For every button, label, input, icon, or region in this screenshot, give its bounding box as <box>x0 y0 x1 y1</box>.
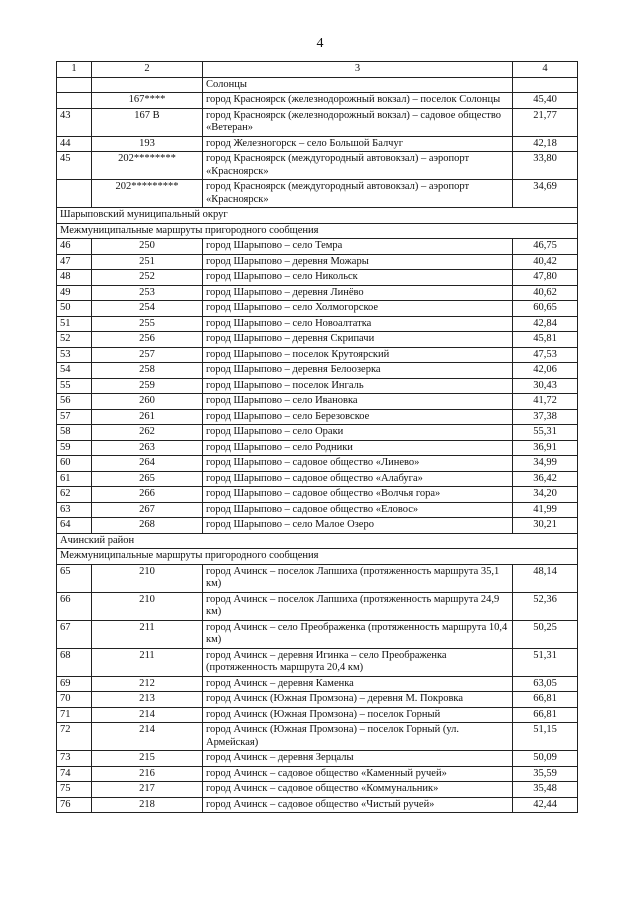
routes-table <box>56 61 578 813</box>
column-header-1: 1 <box>57 62 92 78</box>
table-row <box>57 378 578 394</box>
route-value: 63,05 <box>513 676 578 692</box>
route-value: 42,44 <box>513 797 578 813</box>
route-value: 37,38 <box>513 409 578 425</box>
table-row <box>57 592 578 620</box>
route-value: 30,21 <box>513 518 578 534</box>
row-number: 72 <box>57 723 92 751</box>
table-row <box>57 270 578 286</box>
route-number: 267 <box>92 502 203 518</box>
route-name: город Ачинск (Южная Промзона) – поселок Горный <box>203 707 513 723</box>
route-number: 210 <box>92 592 203 620</box>
table-row <box>57 676 578 692</box>
route-value: 21,77 <box>513 108 578 136</box>
table-row <box>57 564 578 592</box>
table-row <box>57 93 578 109</box>
route-name: город Ачинск – садовое общество «Каменный ручей» <box>203 766 513 782</box>
row-number: 69 <box>57 676 92 692</box>
route-name: город Железногорск – село Большой Балчуг <box>203 136 513 152</box>
row-number: 61 <box>57 471 92 487</box>
row-number: 68 <box>57 648 92 676</box>
routes-table-body <box>57 62 578 813</box>
route-value: 47,80 <box>513 270 578 286</box>
route-number: 255 <box>92 316 203 332</box>
route-number: 258 <box>92 363 203 379</box>
row-number <box>57 180 92 208</box>
route-name: город Шарыпово – село Новоалтатка <box>203 316 513 332</box>
route-number: 213 <box>92 692 203 708</box>
route-name: город Шарыпово – село Малое Озеро <box>203 518 513 534</box>
column-header-4: 4 <box>513 62 578 78</box>
row-number: 48 <box>57 270 92 286</box>
row-number: 75 <box>57 782 92 798</box>
route-value: 51,31 <box>513 648 578 676</box>
table-row <box>57 471 578 487</box>
table-row <box>57 332 578 348</box>
route-value: 40,62 <box>513 285 578 301</box>
route-number: 217 <box>92 782 203 798</box>
table-row <box>57 620 578 648</box>
table-row <box>57 394 578 410</box>
row-number: 70 <box>57 692 92 708</box>
table-header-row <box>57 62 578 78</box>
table-row <box>57 723 578 751</box>
row-number: 63 <box>57 502 92 518</box>
route-number: 167**** <box>92 93 203 109</box>
page-number: 4 <box>316 36 324 51</box>
row-number <box>57 77 92 93</box>
row-number: 56 <box>57 394 92 410</box>
route-name: город Шарыпово – деревня Белоозерка <box>203 363 513 379</box>
route-name: город Шарыпово – поселок Ингаль <box>203 378 513 394</box>
route-name: город Ачинск – поселок Лапшиха (протяженность маршрута 24,9 км) <box>203 592 513 620</box>
route-number <box>92 77 203 93</box>
table-row <box>57 692 578 708</box>
route-number: 259 <box>92 378 203 394</box>
route-number: 211 <box>92 648 203 676</box>
table-row <box>57 152 578 180</box>
route-name: город Шарыпово – село Ораки <box>203 425 513 441</box>
row-number: 73 <box>57 751 92 767</box>
route-number: 218 <box>92 797 203 813</box>
row-number: 53 <box>57 347 92 363</box>
route-value: 42,84 <box>513 316 578 332</box>
route-number: 167 В <box>92 108 203 136</box>
route-number: 193 <box>92 136 203 152</box>
route-number: 215 <box>92 751 203 767</box>
route-name: город Ачинск – садовое общество «Коммунальник» <box>203 782 513 798</box>
table-row <box>57 502 578 518</box>
row-number: 43 <box>57 108 92 136</box>
row-number: 67 <box>57 620 92 648</box>
row-number: 62 <box>57 487 92 503</box>
route-value: 66,81 <box>513 692 578 708</box>
table-row <box>57 363 578 379</box>
row-number: 58 <box>57 425 92 441</box>
row-number: 49 <box>57 285 92 301</box>
route-name: город Шарыпово – село Темра <box>203 239 513 255</box>
section-title: Межмуниципальные маршруты пригородного сообщения <box>57 223 578 239</box>
row-number: 66 <box>57 592 92 620</box>
route-value: 51,15 <box>513 723 578 751</box>
route-value: 42,06 <box>513 363 578 379</box>
route-name: город Ачинск – садовое общество «Чистый ручей» <box>203 797 513 813</box>
route-value: 66,81 <box>513 707 578 723</box>
section-title: Шарыповский муниципальный округ <box>57 208 578 224</box>
route-name: город Шарыпово – деревня Можары <box>203 254 513 270</box>
route-name: город Красноярск (железнодорожный вокзал) – садовое общество «Ветеран» <box>203 108 513 136</box>
route-value: 41,72 <box>513 394 578 410</box>
row-number: 76 <box>57 797 92 813</box>
section-row <box>57 533 578 549</box>
table-row <box>57 316 578 332</box>
route-value <box>513 77 578 93</box>
table-row <box>57 239 578 255</box>
table-row <box>57 77 578 93</box>
route-number: 251 <box>92 254 203 270</box>
route-value: 34,99 <box>513 456 578 472</box>
route-name: город Ачинск – село Преображенка (протяженность маршрута 10,4 км) <box>203 620 513 648</box>
route-name: город Шарыпово – село Ивановка <box>203 394 513 410</box>
route-number: 265 <box>92 471 203 487</box>
table-row <box>57 518 578 534</box>
row-number: 47 <box>57 254 92 270</box>
route-name: город Шарыпово – садовое общество «Волчья гора» <box>203 487 513 503</box>
route-value: 50,09 <box>513 751 578 767</box>
row-number: 51 <box>57 316 92 332</box>
route-number: 250 <box>92 239 203 255</box>
route-number: 263 <box>92 440 203 456</box>
route-number: 252 <box>92 270 203 286</box>
table-row <box>57 254 578 270</box>
table-row <box>57 180 578 208</box>
route-name: город Шарыпово – садовое общество «Линево» <box>203 456 513 472</box>
row-number: 54 <box>57 363 92 379</box>
route-name: город Шарыпово – село Никольск <box>203 270 513 286</box>
route-number: 268 <box>92 518 203 534</box>
route-name: город Красноярск (междугородный автовокзал) – аэропорт «Красноярск» <box>203 180 513 208</box>
route-name: город Шарыпово – садовое общество «Алабуга» <box>203 471 513 487</box>
route-name: город Красноярск (междугородный автовокзал) – аэропорт «Красноярск» <box>203 152 513 180</box>
route-number: 264 <box>92 456 203 472</box>
route-number: 253 <box>92 285 203 301</box>
table-row <box>57 301 578 317</box>
column-header-3: 3 <box>203 62 513 78</box>
table-row <box>57 782 578 798</box>
route-value: 46,75 <box>513 239 578 255</box>
route-value: 40,42 <box>513 254 578 270</box>
table-row <box>57 108 578 136</box>
row-number: 64 <box>57 518 92 534</box>
route-name: город Ачинск – деревня Зерцалы <box>203 751 513 767</box>
row-number: 57 <box>57 409 92 425</box>
row-number: 45 <box>57 152 92 180</box>
table-row <box>57 707 578 723</box>
route-name: город Шарыпово – садовое общество «Еловос» <box>203 502 513 518</box>
row-number: 65 <box>57 564 92 592</box>
table-row <box>57 425 578 441</box>
route-value: 45,81 <box>513 332 578 348</box>
route-value: 34,20 <box>513 487 578 503</box>
route-name: город Шарыпово – село Родники <box>203 440 513 456</box>
route-number: 211 <box>92 620 203 648</box>
route-name: город Ачинск – деревня Игинка – село Преображенка (протяженность маршрута 20,4 км) <box>203 648 513 676</box>
route-number: 202********* <box>92 180 203 208</box>
route-value: 45,40 <box>513 93 578 109</box>
route-value: 47,53 <box>513 347 578 363</box>
row-number: 55 <box>57 378 92 394</box>
table-row <box>57 766 578 782</box>
route-value: 41,99 <box>513 502 578 518</box>
table-row <box>57 409 578 425</box>
route-name: город Шарыпово – поселок Крутоярский <box>203 347 513 363</box>
route-name: город Красноярск (железнодорожный вокзал) – поселок Солонцы <box>203 93 513 109</box>
route-number: 216 <box>92 766 203 782</box>
route-value: 35,59 <box>513 766 578 782</box>
route-name: город Ачинск (Южная Промзона) – поселок Горный (ул. Армейская) <box>203 723 513 751</box>
route-value: 48,14 <box>513 564 578 592</box>
route-name: город Шарыпово – деревня Скрипачи <box>203 332 513 348</box>
row-number: 44 <box>57 136 92 152</box>
route-number: 254 <box>92 301 203 317</box>
route-value: 36,91 <box>513 440 578 456</box>
route-value: 33,80 <box>513 152 578 180</box>
route-value: 60,65 <box>513 301 578 317</box>
section-title: Ачинский район <box>57 533 578 549</box>
section-title: Межмуниципальные маршруты пригородного сообщения <box>57 549 578 565</box>
row-number: 74 <box>57 766 92 782</box>
route-value: 55,31 <box>513 425 578 441</box>
route-number: 214 <box>92 723 203 751</box>
route-value: 30,43 <box>513 378 578 394</box>
route-number: 261 <box>92 409 203 425</box>
route-value: 35,48 <box>513 782 578 798</box>
route-name: город Ачинск – поселок Лапшиха (протяженность маршрута 35,1 км) <box>203 564 513 592</box>
route-number: 266 <box>92 487 203 503</box>
route-name: город Ачинск – деревня Каменка <box>203 676 513 692</box>
row-number: 60 <box>57 456 92 472</box>
route-value: 34,69 <box>513 180 578 208</box>
row-number: 52 <box>57 332 92 348</box>
section-row <box>57 208 578 224</box>
route-name: город Шарыпово – деревня Линёво <box>203 285 513 301</box>
route-number: 262 <box>92 425 203 441</box>
route-value: 42,18 <box>513 136 578 152</box>
route-number: 210 <box>92 564 203 592</box>
route-name: город Ачинск (Южная Промзона) – деревня М. Покровка <box>203 692 513 708</box>
row-number: 71 <box>57 707 92 723</box>
row-number <box>57 93 92 109</box>
section-row <box>57 223 578 239</box>
table-row <box>57 440 578 456</box>
route-number: 257 <box>92 347 203 363</box>
row-number: 50 <box>57 301 92 317</box>
table-row <box>57 751 578 767</box>
route-number: 212 <box>92 676 203 692</box>
table-row <box>57 487 578 503</box>
table-row <box>57 648 578 676</box>
row-number: 46 <box>57 239 92 255</box>
route-number: 256 <box>92 332 203 348</box>
route-name: город Шарыпово – село Березовское <box>203 409 513 425</box>
route-value: 36,42 <box>513 471 578 487</box>
route-number: 260 <box>92 394 203 410</box>
table-row <box>57 347 578 363</box>
table-row <box>57 136 578 152</box>
route-name: город Шарыпово – село Холмогорское <box>203 301 513 317</box>
row-number: 59 <box>57 440 92 456</box>
table-row <box>57 797 578 813</box>
route-value: 52,36 <box>513 592 578 620</box>
column-header-2: 2 <box>92 62 203 78</box>
table-row <box>57 285 578 301</box>
table-row <box>57 456 578 472</box>
route-number: 214 <box>92 707 203 723</box>
route-value: 50,25 <box>513 620 578 648</box>
section-row <box>57 549 578 565</box>
route-number: 202******** <box>92 152 203 180</box>
route-name: Солонцы <box>203 77 513 93</box>
